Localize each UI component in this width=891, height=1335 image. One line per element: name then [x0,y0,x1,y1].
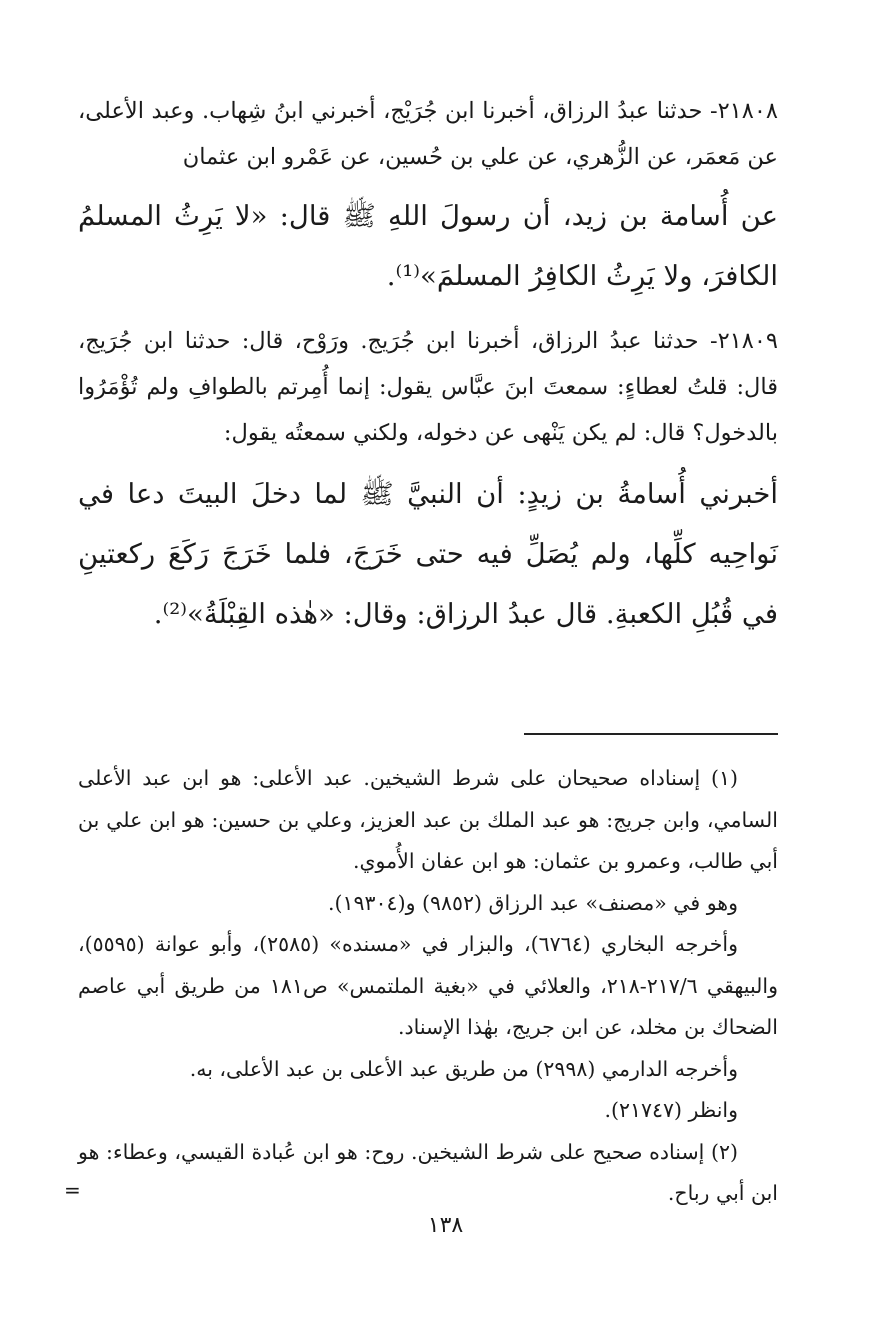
footnotes [78,758,778,1215]
footnote-1-see-also: وانظر (٢١٧٤٧). [604,1098,738,1122]
footnote-divider [524,733,778,735]
hadith-matn: عن أُسامة بن زيد، أن رسولَ اللهِ ﷺ قال: «لا يَرِثُ المسلمُ الكافرَ، ولا يَرِثُ الكافِرُ المسلمَ»⁽¹⁾. [78,200,778,292]
footnote-1-source: وهو في «مصنف» عبد الرزاق (٩٨٥٢) و(١٩٣٠٤). [328,890,738,915]
hadith-isnad: ٢١٨٠٨- حدثنا عبدُ الرزاق، أخبرنا ابن جُرَيْج، أخبرني ابنُ شِهاب. وعبد الأعلى، عن مَعمَر، عن الزُّهري، عن علي بن حُسين، عن عَمْرو ابن عثمان [78,98,778,170]
hadith-21808 [78,88,778,306]
hadith-matn: أخبرني أُسامةُ بن زيدٍ: أن النبيَّ ﷺ لما دخلَ البيتَ دعا في نَواحِيه كلِّها، ولم يُصَلِّ فيه حتى خَرَجَ، فلما خَرَجَ رَكَعَ ركعتينِ في قُبُلِ الكعبةِ. قال عبدُ الرزاق: وقال: «هٰذه القِبْلَةُ»⁽²⁾. [78,478,778,630]
footnote-1-takhrij: وأخرجه البخاري (٦٧٦٤)، والبزار في «مسنده» (٢٥٨٥)، وأبو عوانة (٥٥٩٥)، والبيهقي ٢١٧/٦-٢١٨، والعلائي في «بغية الملتمس» ص١٨١ من طريق أبي عاصم الضحاك بن مخلد، عن ابن جريج، بهٰذا الإسناد. [78,932,778,1039]
footnote-1-darimi: وأخرجه الدارمي (٢٩٩٨) من طريق عبد الأعلى بن عبد الأعلى، به. [189,1056,738,1081]
hadith-isnad: ٢١٨٠٩- حدثنا عبدُ الرزاق، أخبرنا ابن جُرَيج. ورَوْح، قال: حدثنا ابن جُرَيج، قال: قلتُ لعطاءٍ: سمعتَ ابنَ عبَّاس يقول: إنما أُمِرتم بالطوافِ ولم تُؤْمَرُوا بالدخول؟ قال: لم يكن يَنْهى عن دخوله، ولكني سمعتُه يقول: [78,328,778,446]
footnote-2: (٢) إسناده صحيح على شرط الشيخين. روح: هو ابن عُبادة القيسي، وعطاء: هو ابن أبي رباح. [78,1139,778,1205]
main-text [78,88,778,644]
footnote-1: (١) إسناداه صحيحان على شرط الشيخين. عبد الأعلى: هو ابن عبد الأعلى السامي، وابن جريج: هو عبد الملك بن عبد العزيز، وعلي بن حسين: هو ابن علي بن أبي طالب، وعمرو بن عثمان: هو ابن عفان الأُموي. [78,766,778,873]
page-number: ١٣٨ [427,1213,464,1238]
continuation-mark: = [64,1178,81,1202]
hadith-21809 [78,318,778,644]
